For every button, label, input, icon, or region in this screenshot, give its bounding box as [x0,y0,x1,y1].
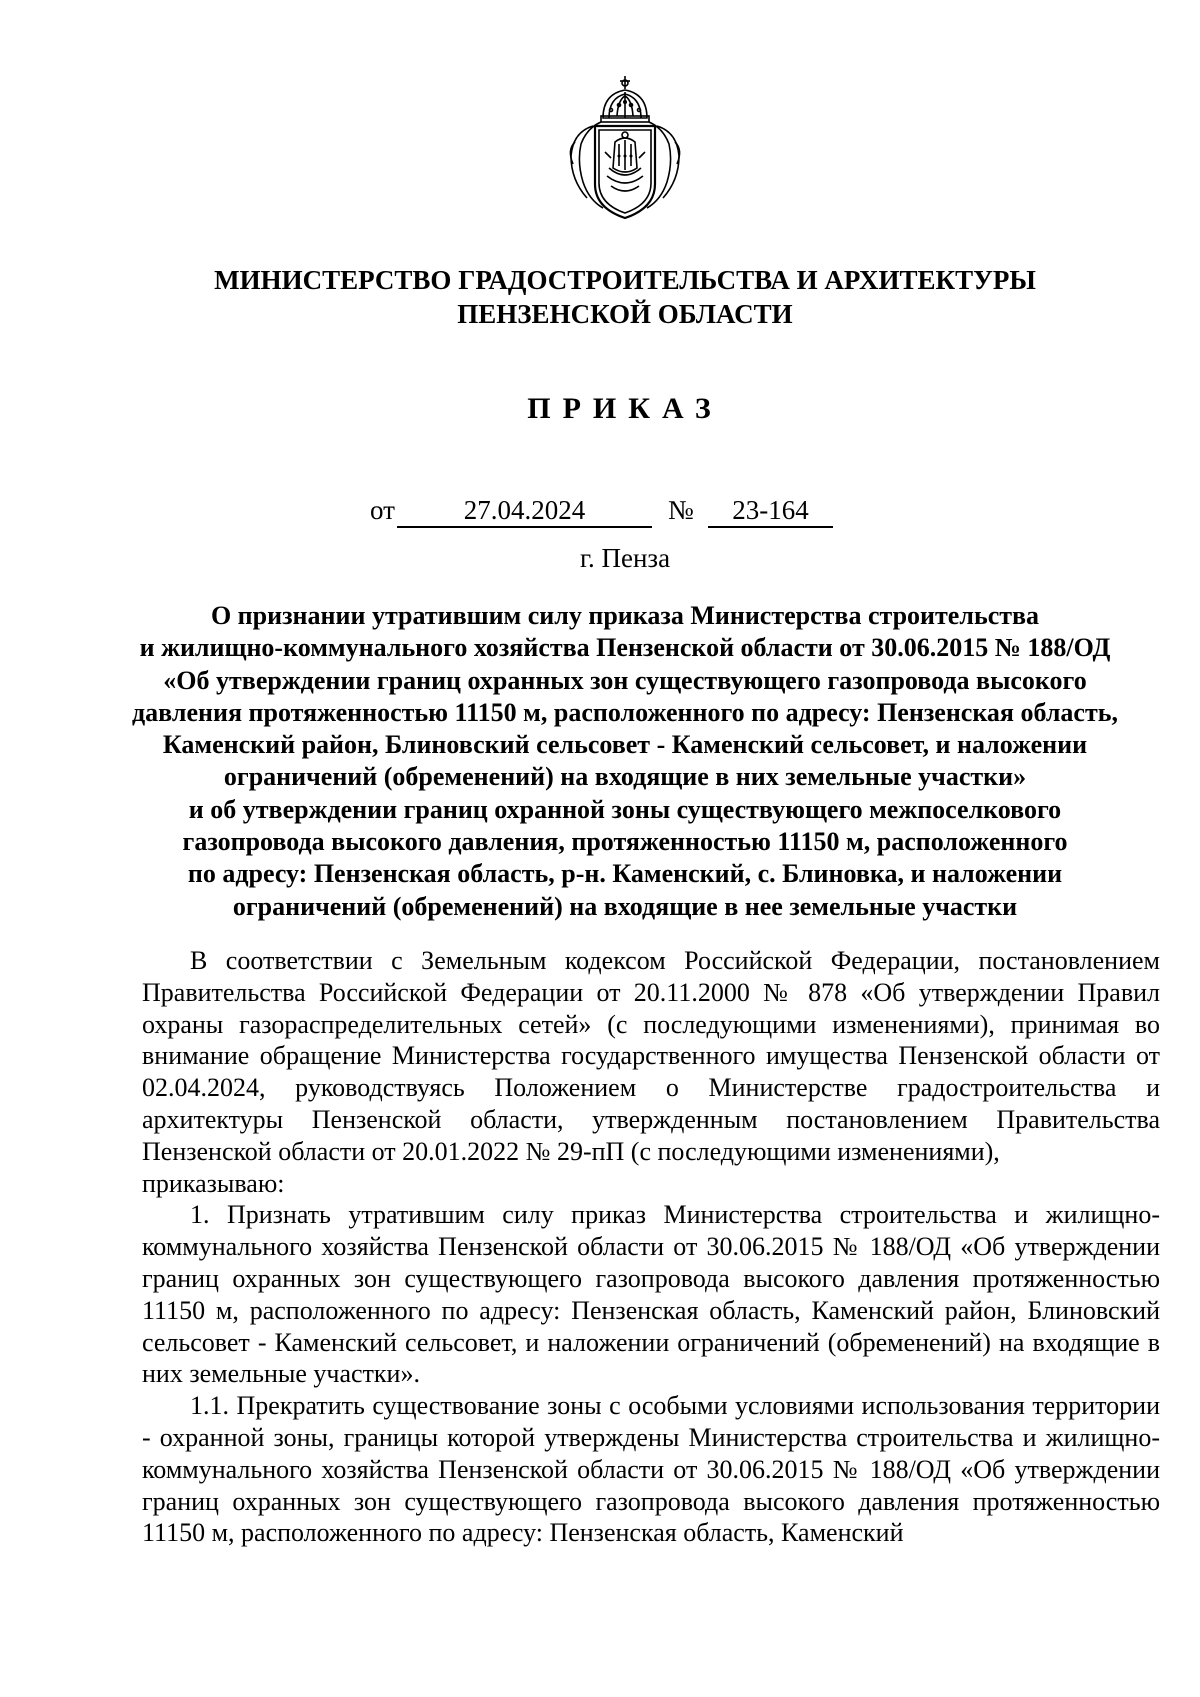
title-line: давления протяженностью 11150 м, расположенного по адресу: Пензенская область, [132,697,1118,727]
order-date: 27.04.2024 [397,493,652,528]
ministry-name-line1: МИНИСТЕРСТВО ГРАДОСТРОИТЕЛЬСТВА И АРХИТЕКТУРЫ [214,265,1036,295]
city: г. Пенза [579,543,671,573]
item-1-paragraph: 1. Признать утратившим силу приказ Министерства строительства и жилищно-коммунального хозяйства Пензенской области от 30.06.2015 № 188/ОД «Об утверждении границ охранных зон существующего газопровода высокого давления протяженностью 11150 м, расположенного по адресу: Пензенская область, Каменский район, Блиновский сельсовет - Каменский сельсовет, и наложении ограничений (обременений) на входящие в них земельные участки». [142,1200,1160,1389]
document-body [142,945,1160,1549]
ministry-name-line2: ПЕНЗЕНСКОЙ ОБЛАСТИ [457,299,793,329]
date-label: от [370,495,395,525]
title-line: и жилищно-коммунального хозяйства Пензенской области от 30.06.2015 № 188/ОД [139,633,1111,663]
document-title [90,600,1160,923]
preamble-paragraph: В соответствии с Земельным кодексом Российской Федерации, постановлением Правительства Российской Федерации от 20.11.2000 № 878 «Об утверждении Правил охраны газораспределительных сетей» (с последующими изменениями), принимая во внимание обращение Министерства государственного имущества Пензенской области от 02.04.2024, руководствуясь Положением о Министерстве градостроительства и архитектуры Пензенской области, утвержденным постановлением Правительства Пензенской области от 20.01.2022 № 29-пП (с последующими изменениями), [142,946,1160,1166]
title-line: ограничений (обременений) на входящие в них земельные участки» [223,762,1027,792]
document-type: ПРИКАЗ [527,392,723,425]
title-line: газопровода высокого давления, протяженностью 11150 м, расположенного [182,827,1068,857]
item-1-1-paragraph: 1.1. Прекратить существование зоны с особыми условиями использования территории - охранной зоны, границы которой утверждены Министерства строительства и жилищно-коммунального хозяйства Пензенской области от 30.06.2015 № 188/ОД «Об утверждении границ охранных зон существующего газопровода высокого давления протяженностью 11150 м, расположенного по адресу: Пензенская область, Каменский [142,1391,1160,1548]
title-line: ограничений (обременений) на входящие в нее земельные участки [232,891,1018,921]
title-line: О признании утратившим силу приказа Министерства строительства [210,601,1040,630]
title-line: Каменский район, Блиновский сельсовет - Каменский сельсовет, и наложении [162,730,1088,760]
order-number: 23-164 [708,493,833,528]
order-word: приказываю: [142,1168,285,1198]
penza-oblast-coat-of-arms-icon [563,72,687,227]
title-line: «Об утверждении границ охранных зон существующего газопровода высокого [163,665,1087,695]
number-label: № [668,495,694,525]
title-line: по адресу: Пензенская область, р-н. Каменский, с. Блиновка, и наложении [187,859,1063,889]
title-line: и об утверждении границ охранной зоны существующего межпоселкового [188,794,1062,824]
ministry-name [0,263,1200,331]
